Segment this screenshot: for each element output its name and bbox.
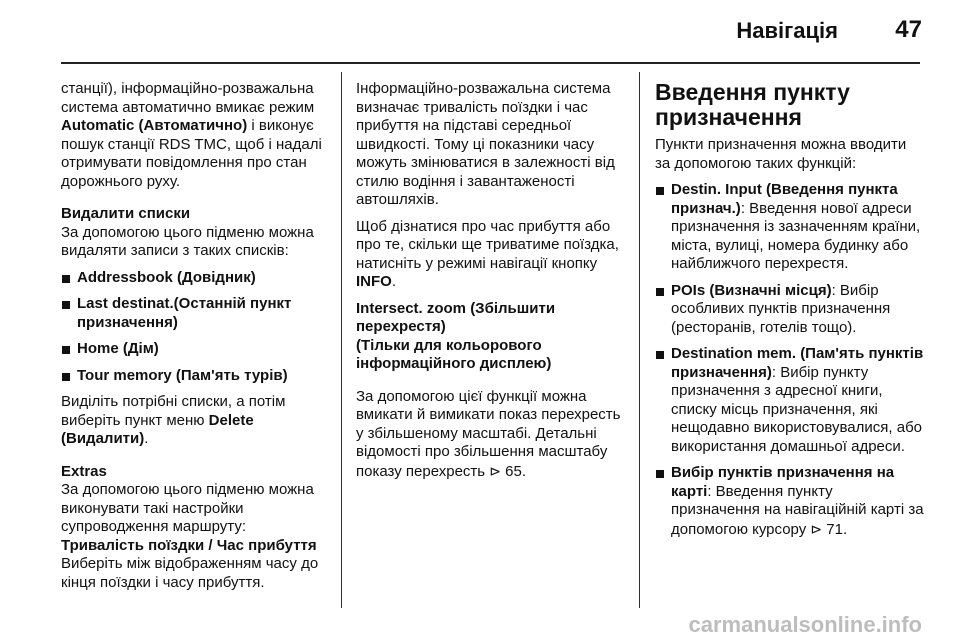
paragraph: За допомогою цієї функції можна вмикати й вимикати показ перехресть у збільшеному масштабі. Детальні відомості про збільшення масштабу показу перехресть ⊳ 65. [356,387,621,480]
section-heading-delete-lists: Видалити списки [61,205,191,222]
reference-arrow-icon: ⊳ [489,462,501,479]
list-item: Вибір пунктів призначення на карті: Введення пункту призначення на навігаційній карті за допомогою курсору ⊳ 71. [655,464,925,539]
section-title-destination-input: Введення пункту призначення [655,79,850,130]
header-title: Навігація [736,18,838,43]
list-item: Destination mem. (Пам'ять пунктів призначення): Вибір пункту призначення з адресної книги, списку місць призначення, які нещодавно використовувалися, або використання домашньої адреси. [655,345,925,456]
watermark: carmanualsonline.info [688,612,922,637]
list-item: Destin. Input (Введення пункта признач.): Введення нової адреси призначення із зазначенням країни, міста, вулиці, номера будинку або найближчого перехрестя. [655,181,925,274]
paragraph: За допомогою цього підменю можна виконувати такі настройки супроводження маршруту: [61,481,314,535]
header-divider [61,62,920,64]
subheading-trip-time: Тривалість поїздки / Час прибуття [61,536,317,554]
paragraph: Інформаційно-розважальна система визначає тривалість поїздки і час прибуття на підставі середньої швидкості. Тому ці показники часу можуть змінюватися в залежності від стилю водіння і завантаженості автошляхів. [356,80,615,208]
column-2 [356,80,624,481]
list-item: Home (Дім) [61,340,329,359]
list-item: Addressbook (Довідник) [61,269,329,288]
paragraph: Виберіть між відображенням часу до кінця поїздки і часу прибуття. [61,555,319,591]
list-item: Last destinat.(Останній пункт призначення) [61,295,329,332]
column-divider-1 [341,72,342,608]
page-number: 47 [895,16,922,43]
section-heading-intersect-zoom: Intersect. zoom (Збільшити перехрестя) [356,299,556,335]
list-item: Tour memory (Пам'ять турів) [61,367,329,386]
paragraph: Щоб дізнатися про час прибуття або про те, скільки ще триватиме поїздка, натисніть у режимі навігації кнопку INFO. [356,217,619,290]
section-heading-extras: Extras [61,462,107,480]
column-3 [655,80,925,539]
paragraph: Виділіть потрібні списки, а потім виберіть пункт меню Delete (Видалити). [61,393,286,447]
paragraph: станції), інформаційно-розважальна система автоматично вмикає режим Automatic (Автоматично) і виконує пошук станції RDS TMC, щоб і надалі отримувати повідомлення про стан дорожнього руху. [61,80,322,190]
section-note-color-display: (Тільки для кольорового інформаційного дисплею) [356,336,552,372]
paragraph: За допомогою цього підменю можна видаляти записи з таких списків: [61,223,314,259]
list-item: POIs (Визначні місця): Вибір особливих пунктів призначення (ресторанів, готелів тощо). [655,282,925,338]
column-divider-2 [639,72,640,608]
paragraph: Пункти призначення можна вводити за допомогою таких функцій: [655,136,907,172]
reference-arrow-icon: ⊳ [810,520,823,537]
column-1 [61,80,329,592]
